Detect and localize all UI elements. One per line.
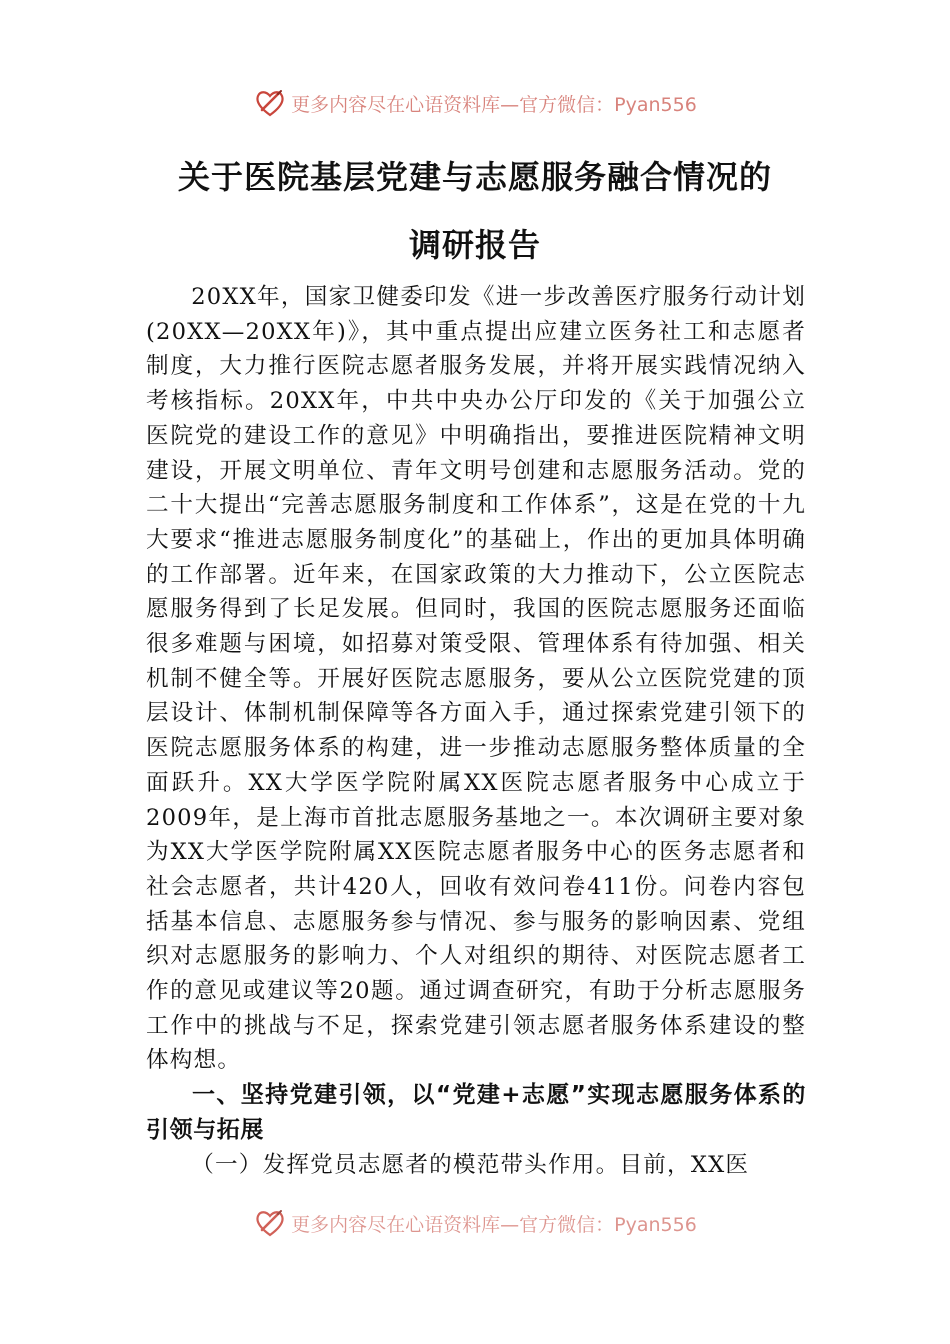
- section-heading: 一、坚持党建引领，以“党建+志愿”实现志愿服务体系的引领与拓展: [146, 1082, 806, 1143]
- subsection-paragraph: （一）发挥党员志愿者的模范带头作用。目前，XX医: [191, 1151, 750, 1178]
- document-title-line1: 关于医院基层党建与志愿服务融合情况的: [177, 158, 772, 196]
- document-title-line2: 调研报告: [408, 226, 541, 264]
- watermark-footer: [0, 1206, 950, 1240]
- watermark-text: 更多内容尽在心语资料库—官方微信：Pyan556: [291, 1213, 697, 1236]
- heart-pen-logo-icon: [253, 1206, 287, 1240]
- heart-pen-logo-icon: [253, 86, 287, 120]
- document-body: [146, 280, 806, 1182]
- body-paragraph: 20XX年，国家卫健委印发《进一步改善医疗服务行动计划(20XX—20XX年)》，其中重点提出应建立医务社工和志愿者制度，大力推行医院志愿者服务发展，并将开展实践情况纳入考核指标。20XX年，中共中央办公厅印发的《关于加强公立医院党的建设工作的意见》中明确指出，要推进医院精神文明建设，开展文明单位、青年文明号创建和志愿服务活动。党的二十大提出“完善志愿服务制度和工作体系”，这是在党的十九大要求“推进志愿服务制度化”的基础上，作出的更加具体明确的工作部署。近年来，在国家政策的大力推动下，公立医院志愿服务得到了长足发展。但同时，我国的医院志愿服务还面临很多难题与困境，如招募对策受限、管理体系有待加强、相关机制不健全等。开展好医院志愿服务，要从公立医院党建的顶层设计、体制机制保障等各方面入手，通过探索党建引领下的医院志愿服务体系的构建，进一步推动志愿服务整体质量的全面跃升。XX大学医学院附属XX医院志愿者服务中心成立于2009年，是上海市首批志愿服务基地之一。本次调研主要对象为XX大学医学院附属XX医院志愿者服务中心的医务志愿者和社会志愿者，共计420人，回收有效问卷411份。问卷内容包括基本信息、志愿服务参与情况、参与服务的影响因素、党组织对志愿服务的影响力、个人对组织的期待、对医院志愿者工作的意见或建议等20题。通过调查研究，有助于分析志愿服务工作中的挑战与不足，探索党建引领志愿者服务体系建设的整体构想。: [146, 284, 806, 1074]
- watermark-text: 更多内容尽在心语资料库—官方微信：Pyan556: [291, 93, 697, 116]
- watermark-header: [0, 86, 950, 120]
